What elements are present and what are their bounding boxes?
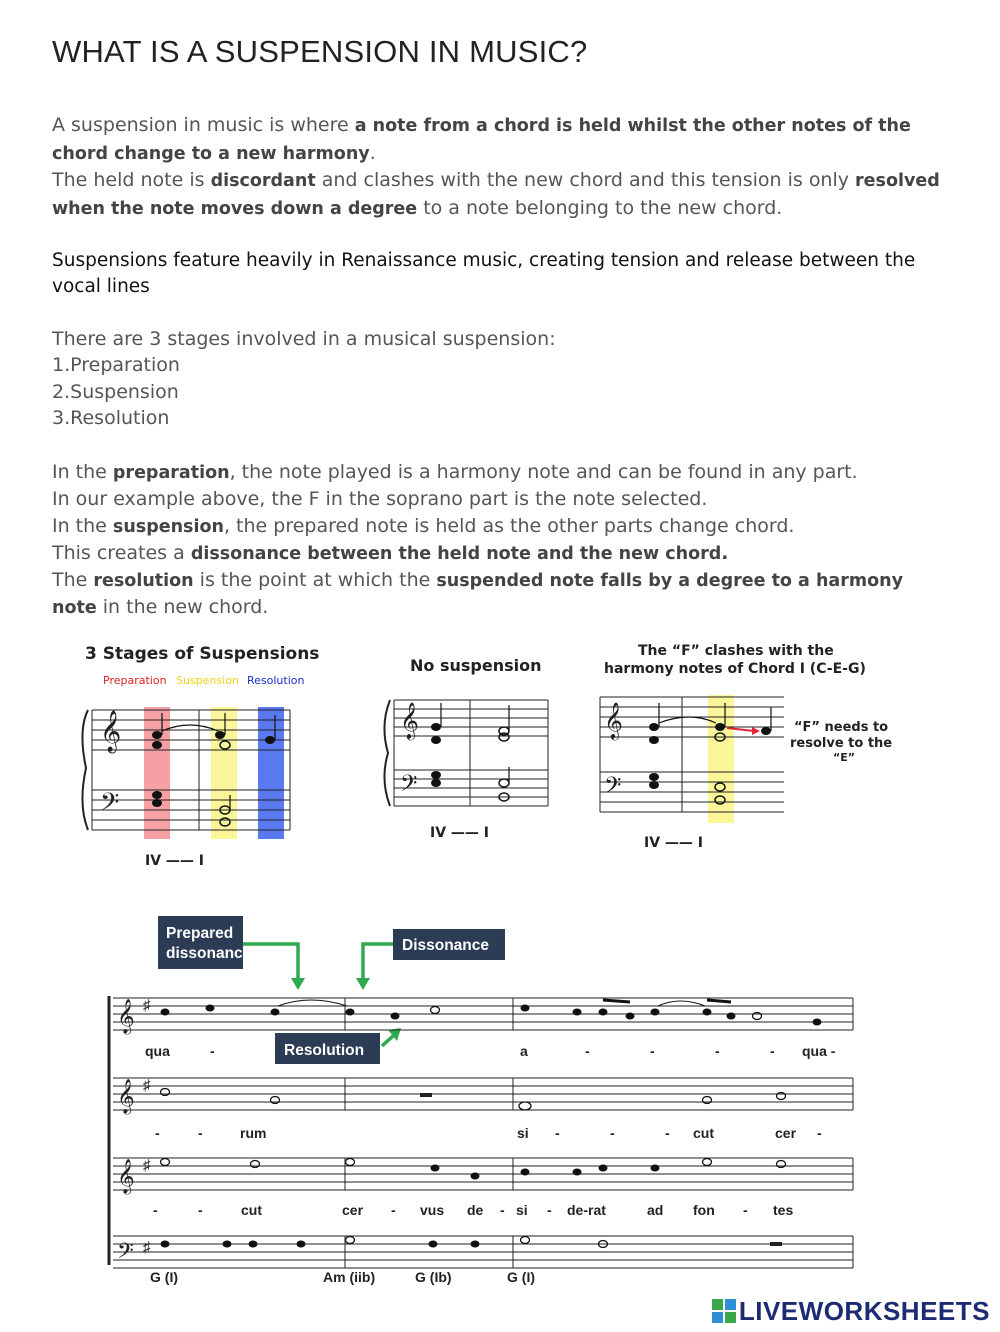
lyrics-line-2 bbox=[155, 1125, 822, 1141]
svg-text:ad: ad bbox=[647, 1202, 664, 1218]
svg-text:Am (iib): Am (iib) bbox=[323, 1269, 376, 1285]
brand-name: LIVEWORKSHEETS bbox=[738, 1295, 990, 1326]
renaissance-score bbox=[95, 910, 875, 1290]
svg-text:G (I): G (I) bbox=[150, 1269, 178, 1285]
svg-text:-: - bbox=[743, 1202, 748, 1218]
explanation-text: In the bbox=[52, 461, 113, 483]
explanation-text: This creates a bbox=[52, 541, 191, 564]
renaissance-note: Suspensions feature heavily in Renaissance music, creating tension and release between the vocal lines bbox=[52, 250, 916, 297]
fig2-title: No suspension bbox=[410, 656, 542, 675]
svg-text:G (I): G (I) bbox=[507, 1269, 535, 1285]
dissonance-label-text: Dissonance bbox=[402, 937, 490, 954]
explanation-text: in the new chord. bbox=[96, 596, 269, 619]
fig3-caption-2: harmony notes of Chord I (C-E-G) bbox=[604, 661, 866, 677]
fig1-legend-prep: Preparation bbox=[103, 674, 167, 687]
svg-text:-: - bbox=[650, 1043, 655, 1059]
svg-text:-: - bbox=[198, 1202, 203, 1218]
lyrics-line-3 bbox=[153, 1202, 793, 1218]
intro-text: and clashes with the new chord and this tension is only bbox=[315, 169, 856, 191]
svg-text:-: - bbox=[500, 1202, 505, 1218]
chord-labels bbox=[150, 1269, 535, 1285]
fig1-legend-susp: Suspension bbox=[176, 674, 239, 687]
fig2-chords: IV —— I bbox=[430, 825, 490, 841]
svg-text:♯: ♯ bbox=[143, 1077, 151, 1094]
svg-text:-: - bbox=[585, 1043, 590, 1059]
intro-paragraph bbox=[52, 112, 952, 222]
liveworksheets-icon bbox=[711, 1298, 737, 1324]
svg-text:♯: ♯ bbox=[143, 1239, 151, 1256]
fig1-title: 3 Stages of Suspensions bbox=[85, 644, 320, 664]
svg-text:vus: vus bbox=[420, 1202, 445, 1218]
svg-text:cer: cer bbox=[775, 1125, 797, 1141]
svg-text:𝄢: 𝄢 bbox=[400, 771, 418, 802]
explanation-bold: suspended note falls by a degree to a harmony note bbox=[52, 571, 903, 619]
svg-text:de-rat: de-rat bbox=[567, 1202, 606, 1218]
svg-text:-: - bbox=[198, 1125, 203, 1141]
svg-text:cer: cer bbox=[342, 1202, 364, 1218]
svg-text:-: - bbox=[555, 1125, 560, 1141]
svg-text:G (Ib): G (Ib) bbox=[415, 1269, 452, 1285]
fig-f-clash bbox=[590, 635, 910, 860]
intro-text: The held note is bbox=[52, 169, 211, 191]
svg-text:qua -: qua - bbox=[802, 1043, 836, 1059]
svg-text:qua: qua bbox=[145, 1043, 170, 1059]
intro-text: A suspension in music is where bbox=[52, 114, 355, 136]
svg-text:de: de bbox=[467, 1202, 484, 1218]
fig3-caption-1: The “F” clashes with the bbox=[638, 643, 834, 659]
prep-band bbox=[144, 707, 170, 839]
intro-bold: discordant bbox=[210, 171, 316, 191]
explanation-bold: suspension bbox=[112, 516, 224, 537]
explanation-text: In the bbox=[52, 514, 113, 537]
svg-text:fon: fon bbox=[693, 1202, 715, 1218]
svg-text:𝄞: 𝄞 bbox=[400, 701, 419, 739]
stage-item: 3.Resolution bbox=[52, 406, 170, 429]
svg-text:𝄢: 𝄢 bbox=[604, 773, 622, 804]
svg-text:-: - bbox=[817, 1125, 822, 1141]
svg-text:tes: tes bbox=[773, 1202, 794, 1218]
svg-text:-: - bbox=[610, 1125, 615, 1141]
fig1-legend-res: Resolution bbox=[247, 674, 305, 687]
fig3-side-1: “F” needs to bbox=[794, 720, 889, 735]
prepared-label-line2: dissonance bbox=[166, 945, 252, 962]
prepared-label-line1: Prepared bbox=[166, 925, 234, 942]
svg-text:-: - bbox=[547, 1202, 552, 1218]
svg-text:cut: cut bbox=[241, 1202, 262, 1218]
intro-bold: a note from a chord is held whilst the other notes of the chord change to a new harmony bbox=[52, 116, 911, 164]
svg-text:-: - bbox=[391, 1202, 396, 1218]
explanation-text: The bbox=[52, 569, 94, 592]
svg-text:cut: cut bbox=[693, 1125, 714, 1141]
svg-text:𝄢: 𝄢 bbox=[100, 788, 120, 823]
fig3-side-3: “E” bbox=[833, 751, 855, 764]
svg-text:𝄢: 𝄢 bbox=[117, 1238, 134, 1268]
explanation-bold: dissonance between the held note and the new chord bbox=[190, 543, 722, 564]
explanation-bold: resolution bbox=[93, 571, 194, 592]
lyrics-line-1 bbox=[145, 1043, 836, 1059]
svg-text:𝄞: 𝄞 bbox=[117, 1080, 135, 1113]
svg-text:rum: rum bbox=[240, 1125, 267, 1141]
svg-text:si: si bbox=[516, 1202, 528, 1218]
svg-text:𝄞: 𝄞 bbox=[117, 1000, 135, 1033]
svg-text:𝄞: 𝄞 bbox=[100, 711, 122, 752]
resolution-label-text: Resolution bbox=[284, 1042, 365, 1059]
svg-text:-: - bbox=[715, 1043, 720, 1059]
svg-text:-: - bbox=[770, 1043, 775, 1059]
fig1-chords: IV —— I bbox=[145, 853, 205, 869]
susp-band bbox=[211, 707, 237, 839]
stage-item: 1.Preparation bbox=[52, 354, 180, 377]
svg-text:𝄞: 𝄞 bbox=[117, 1160, 135, 1193]
fig-three-stages bbox=[70, 635, 340, 875]
svg-text:♯: ♯ bbox=[143, 997, 151, 1014]
svg-text:-: - bbox=[210, 1043, 215, 1059]
svg-text:𝄞: 𝄞 bbox=[604, 701, 623, 739]
liveworksheets-logo[interactable] bbox=[711, 1296, 990, 1326]
page-title: WHAT IS A SUSPENSION IN MUSIC? bbox=[52, 34, 588, 69]
explanation-text: In our example above, the F in the soprano part is the note selected. bbox=[52, 488, 708, 511]
svg-text:si: si bbox=[517, 1125, 529, 1141]
fig3-chords: IV —— I bbox=[644, 835, 704, 851]
explanation-text: is the point at which the bbox=[193, 569, 437, 592]
explanation-text: , the prepared note is held as the other parts change chord. bbox=[223, 514, 795, 537]
svg-text:-: - bbox=[155, 1125, 160, 1141]
svg-text:-: - bbox=[153, 1202, 158, 1218]
fig3-side-2: resolve to the bbox=[790, 736, 893, 751]
intro-text: to a note belonging to the new chord. bbox=[417, 196, 783, 219]
stages-list bbox=[52, 326, 556, 431]
svg-text:a: a bbox=[520, 1043, 528, 1059]
fig-no-suspension bbox=[370, 645, 570, 855]
explanation-block: In the preparation, the note played is a harmony note and can be found in any part. In our example above, the F in the soprano part is the note selected. In the suspension, the prepared note is held as the other parts change chord. This creates a dissonance between the held note and the new chord. The resolution is the point at which the suspended note falls by a degree to a harmony note in the new chord. bbox=[52, 459, 952, 622]
res-band bbox=[258, 707, 284, 839]
svg-text:♯: ♯ bbox=[143, 1157, 151, 1174]
svg-text:-: - bbox=[665, 1125, 670, 1141]
explanation-text: , the note played is a harmony note and can be found in any part. bbox=[229, 461, 858, 483]
callout-arrows bbox=[243, 944, 393, 1046]
stage-item: 2.Suspension bbox=[52, 380, 179, 403]
intro-bold: resolved when the note moves down a degree bbox=[52, 171, 940, 219]
explanation-bold: preparation bbox=[112, 463, 230, 483]
intro-text: . bbox=[369, 141, 376, 164]
stages-heading: There are 3 stages involved in a musical suspension: bbox=[52, 328, 556, 350]
